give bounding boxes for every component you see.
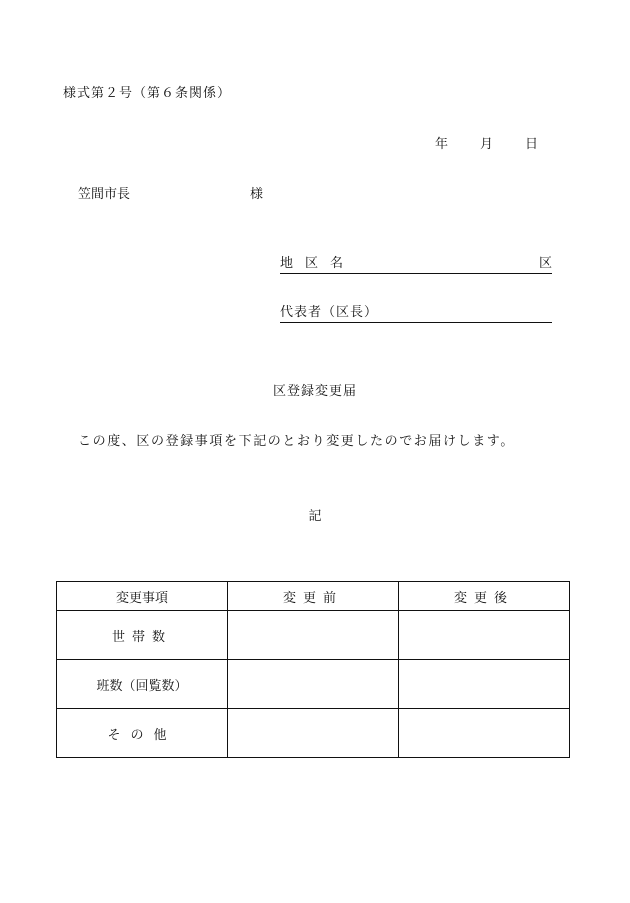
row-item-households: 世帯数 xyxy=(57,611,228,660)
row-other-before[interactable] xyxy=(228,709,399,758)
addressee-honorific: 様 xyxy=(250,187,264,202)
table-row xyxy=(57,611,570,660)
table-header-row xyxy=(57,582,570,611)
row-groups-before[interactable] xyxy=(228,660,399,709)
date-year: 年 xyxy=(435,137,449,152)
addressee xyxy=(78,183,263,202)
changes-table xyxy=(56,581,570,758)
row-item-other: その他 xyxy=(57,709,228,758)
row-other-after[interactable] xyxy=(399,709,570,758)
date-day: 日 xyxy=(525,137,539,152)
addressee-name: 笠間市長 xyxy=(78,187,131,202)
row-households-after[interactable] xyxy=(399,611,570,660)
table-row xyxy=(57,709,570,758)
row-households-before[interactable] xyxy=(228,611,399,660)
row-groups-after[interactable] xyxy=(399,660,570,709)
ki-heading: 記 xyxy=(308,509,322,524)
representative-label: 代表者（区長） xyxy=(280,305,379,320)
row-item-groups: 班数（回覧数） xyxy=(57,660,228,709)
table-row xyxy=(57,660,570,709)
representative-field[interactable] xyxy=(280,303,552,323)
header-before: 変更前 xyxy=(228,582,399,611)
district-suffix: 区 xyxy=(538,256,552,271)
date-month: 月 xyxy=(480,137,494,152)
form-number: 様式第２号（第６条関係） xyxy=(63,86,232,101)
document-title: 区登録変更届 xyxy=(272,384,357,399)
district-name-label: 地区名 xyxy=(280,256,356,271)
body-text: この度、区の登録事項を下記のとおり変更したのでお届けします。 xyxy=(78,434,515,449)
header-after: 変更後 xyxy=(399,582,570,611)
header-change-item: 変更事項 xyxy=(57,582,228,611)
date-line xyxy=(435,133,538,152)
district-name-field[interactable] xyxy=(280,254,552,274)
